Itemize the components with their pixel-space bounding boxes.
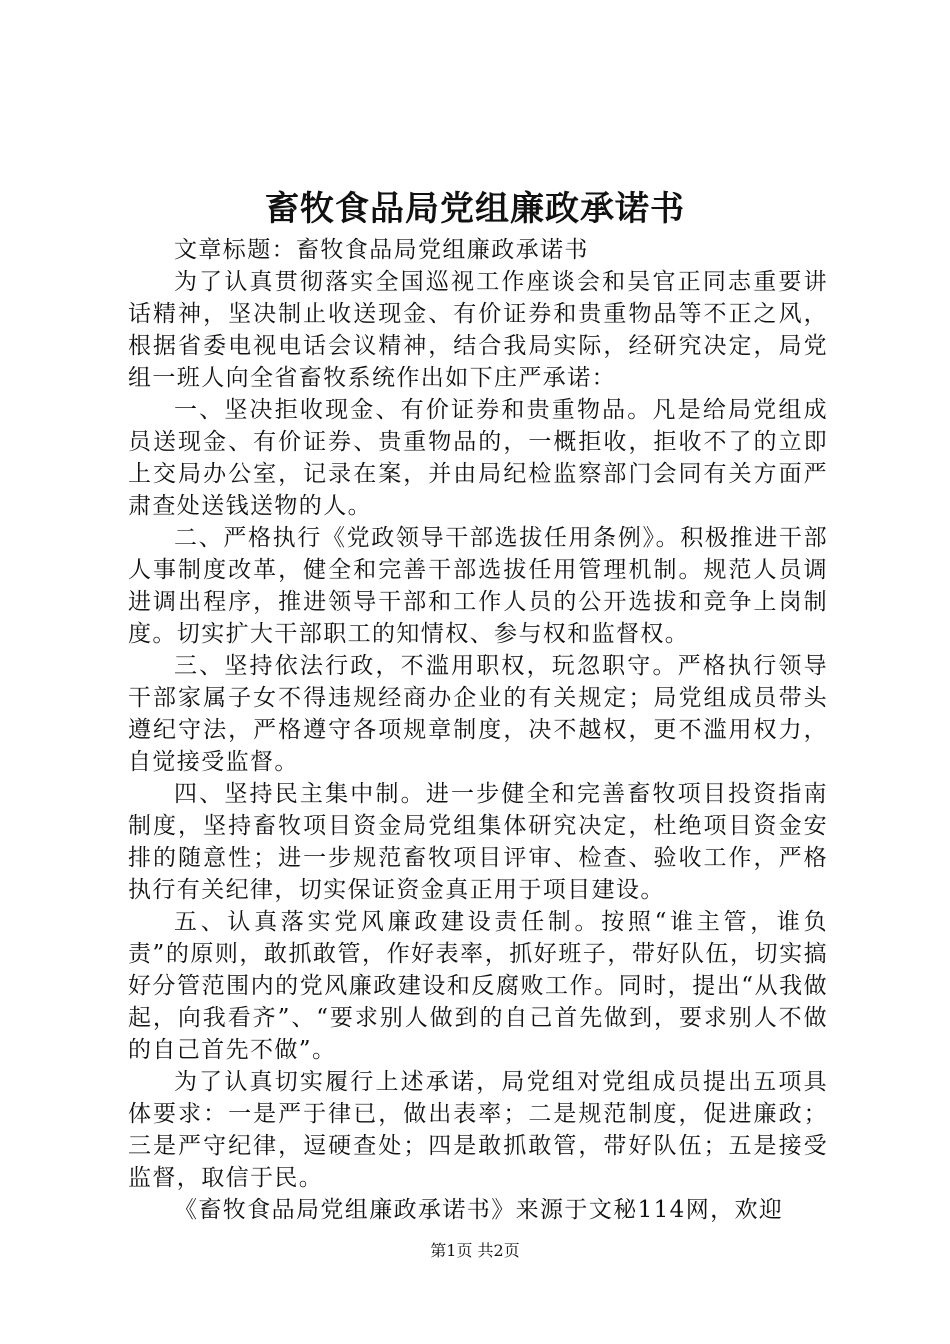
commitment-5-paragraph: 五、认真落实党风廉政建设责任制。按照“谁主管，谁负责”的原则，敢抓敢管，作好表率，抓好班子，带好队伍，切实搞好分管范围内的党风廉政建设和反腐败工作。同时，提出“从我做起，向我看齐”、“要求别人做到的自己首先做到，要求别人不做的自己首先不做”。 <box>128 909 828 1063</box>
commitment-4-paragraph: 四、坚持民主集中制。进一步健全和完善畜牧项目投资指南制度，坚持畜牧项目资金局党组集体研究决定，杜绝项目资金安排的随意性；进一步规范畜牧项目评审、检查、验收工作，严格执行有关纪律，切实保证资金真正用于项目建设。 <box>128 781 828 903</box>
document-body <box>128 234 828 1226</box>
article-title-line: 文章标题：畜牧食品局党组廉政承诺书 <box>174 237 589 263</box>
requirements-paragraph: 为了认真切实履行上述承诺，局党组对党组成员提出五项具体要求：一是严于律已，做出表率；二是规范制度，促进廉政；三是严守纪律，逗硬查处；四是敢抓敢管，带好队伍；五是接受监督，取信于民。 <box>128 1069 828 1191</box>
commitment-2-paragraph: 二、严格执行《党政领导干部选拔任用条例》。积极推进干部人事制度改革，健全和完善干部选拔任用管理机制。规范人员调进调出程序，推进领导干部和工作人员的公开选拔和竞争上岗制度。切实扩大干部职工的知情权、参与权和监督权。 <box>128 525 828 647</box>
source-paragraph: 《畜牧食品局党组廉政承诺书》来源于文秘114网，欢迎 <box>174 1197 784 1223</box>
commitment-1-paragraph: 一、坚决拒收现金、有价证券和贵重物品。凡是给局党组成员送现金、有价证券、贵重物品的，一概拒收，拒收不了的立即上交局办公室，记录在案，并由局纪检监察部门会同有关方面严肃查处送钱送物的人。 <box>128 397 828 519</box>
intro-paragraph: 为了认真贯彻落实全国巡视工作座谈会和吴官正同志重要讲话精神，坚决制止收送现金、有价证券和贵重物品等不正之风，根据省委电视电话会议精神，结合我局实际，经研究决定，局党组一班人向全省畜牧系统作出如下庄严承诺： <box>128 269 828 391</box>
document-title: 畜牧食品局党组廉政承诺书 <box>265 189 685 229</box>
commitment-3-paragraph: 三、坚持依法行政，不滥用职权，玩忽职守。严格执行领导干部家属子女不得违规经商办企业的有关规定；局党组成员带头遵纪守法，严格遵守各项规章制度，决不越权，更不滥用权力，自觉接受监督。 <box>128 653 828 775</box>
page-footer: 第1页 共2页 <box>430 1241 520 1260</box>
